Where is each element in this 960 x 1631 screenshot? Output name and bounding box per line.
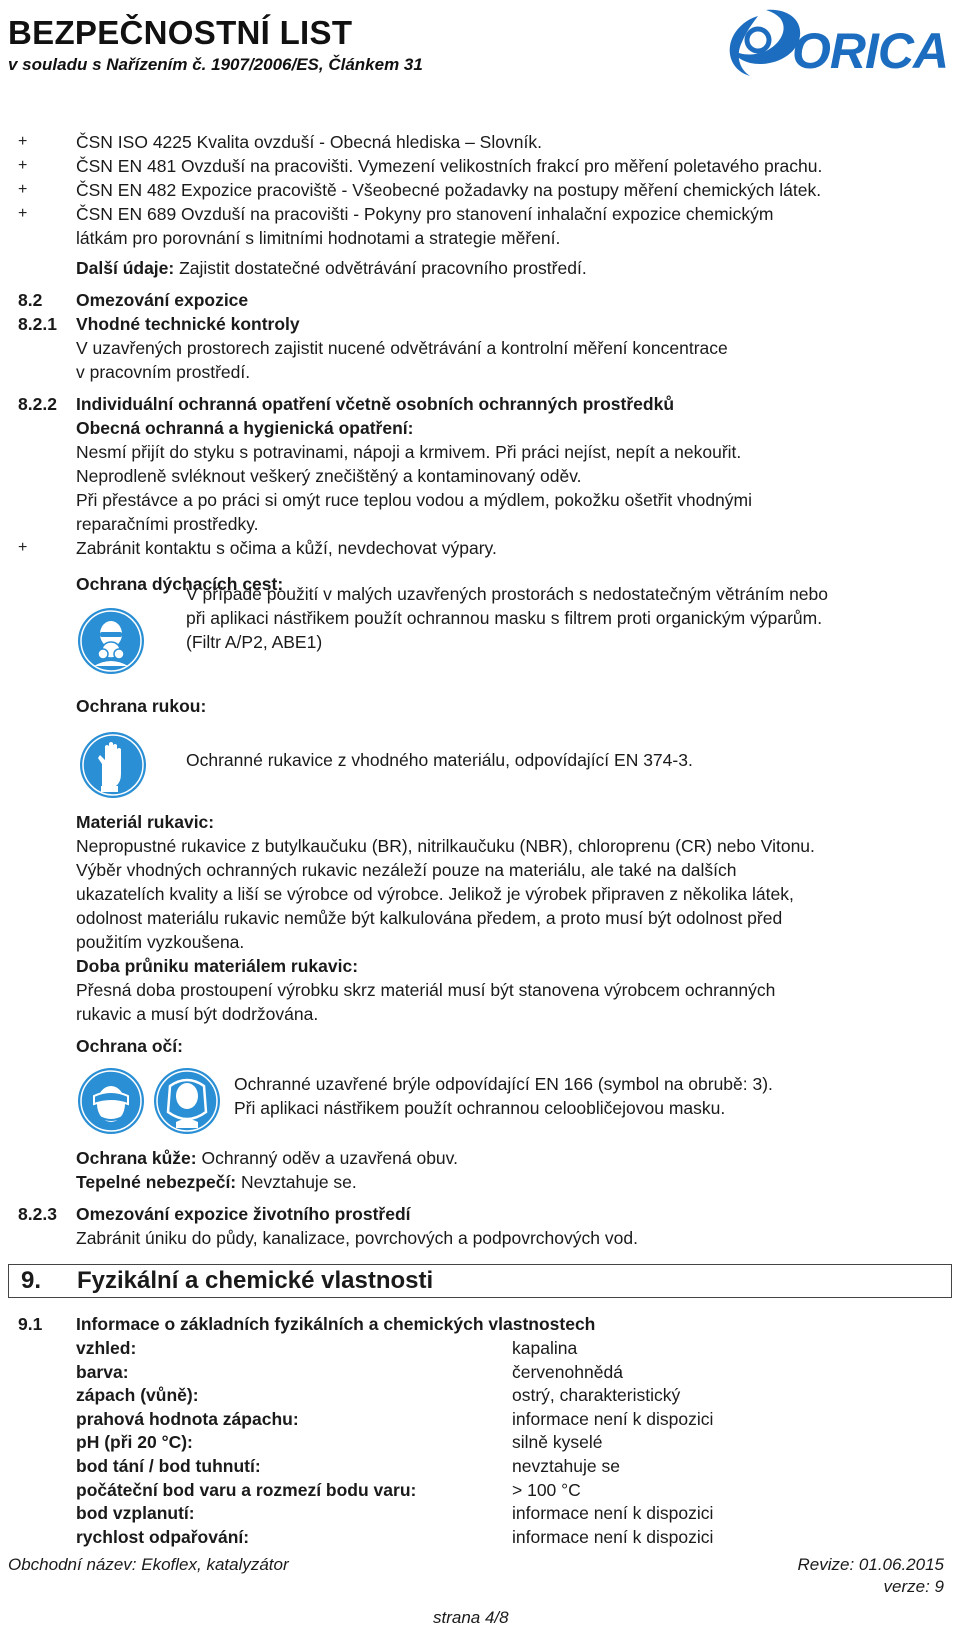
property-value: ostrý, charakteristický <box>512 1385 681 1406</box>
paragraph-line: Zabránit úniku do půdy, kanalizace, povrchových a podpovrchových vod. <box>76 1228 638 1248</box>
dalsi-udaje-label: Další údaje: <box>76 258 175 278</box>
paragraph-line: odolnost materiálu rukavic nemůže být kalkulována předem, a proto musí být odolnost před <box>76 908 783 928</box>
section-9-number: 9. <box>21 1267 42 1294</box>
logo-wordmark: ORICA <box>792 23 949 79</box>
property-label: vzhled: <box>76 1338 137 1358</box>
footer-trade-name: Obchodní název: Ekoflex, katalyzátor <box>8 1555 289 1574</box>
heat-hazard-label: Tepelné nebezpečí: <box>76 1172 237 1192</box>
section-number: 8.2 <box>18 290 43 310</box>
orica-logo <box>718 6 958 88</box>
subheading: Doba průniku materiálem rukavic: <box>76 956 359 976</box>
property-value: informace není k dispozici <box>512 1408 714 1429</box>
bullet-marker: + <box>18 133 28 150</box>
bullet-marker: + <box>18 205 28 222</box>
paragraph-line: Nesmí přijít do styku s potravinami, nápoji a krmivem. Při práci nejíst, nepít a nekouřit. <box>76 442 742 462</box>
paragraph-line: Ochranné uzavřené brýle odpovídající EN 166 (symbol na obrubě: 3). <box>234 1074 773 1094</box>
section-title: Informace o základních fyzikálních a chemických vlastnostech <box>76 1314 596 1334</box>
section-number: 9.1 <box>18 1314 43 1334</box>
document-subtitle: v souladu s Nařízením č. 1907/2006/ES, Článkem 31 <box>8 55 423 74</box>
dalsi-udaje-text: Zajistit dostatečné odvětrávání pracovního prostředí. <box>174 258 587 278</box>
document-title: BEZPEČNOSTNÍ LIST <box>8 14 353 51</box>
property-label: zápach (vůně): <box>76 1385 199 1406</box>
section-title: Individuální ochranná opatření včetně osobních ochranných prostředků <box>76 394 675 414</box>
heat-hazard-text: Nevztahuje se. <box>236 1172 357 1192</box>
footer-version: verze: 9 <box>883 1577 944 1596</box>
property-value: nevztahuje se <box>512 1456 620 1476</box>
property-label: pH (při 20 °C): <box>76 1432 193 1453</box>
property-label: bod vzplanutí: <box>76 1503 195 1524</box>
property-label: bod tání / bod tuhnutí: <box>76 1456 261 1476</box>
section-9-header <box>8 1264 952 1298</box>
property-value: červenohnědá <box>512 1361 623 1382</box>
face-shield-icon <box>152 1066 222 1136</box>
property-value: kapalina <box>512 1338 578 1358</box>
paragraph-line: Výběr vhodných ochranných rukavic nezáleží pouze na materiálu, ale také na dalších <box>76 860 737 880</box>
subheading: Materiál rukavic: <box>76 812 215 832</box>
property-value: informace není k dispozici <box>512 1503 714 1524</box>
property-label: počáteční bod varu a rozmezí bodu varu: <box>76 1479 417 1500</box>
property-label: rychlost odpařování: <box>76 1526 250 1547</box>
subheading: Ochrana dýchacích cest: <box>76 574 284 594</box>
section-number: 8.2.3 <box>18 1204 57 1224</box>
section-title: Vhodné technické kontroly <box>76 314 300 334</box>
paragraph-line: použitím vyzkoušena. <box>76 932 245 952</box>
paragraph-line: v pracovním prostředí. <box>76 362 251 382</box>
section-number: 8.2.1 <box>18 314 57 334</box>
paragraph-line: reparačními prostředky. <box>76 514 259 534</box>
paragraph-line: Ochranné rukavice z vhodného materiálu, odpovídající EN 374-3. <box>186 750 693 770</box>
subheading: Ochrana rukou: <box>76 696 207 716</box>
property-label: barva: <box>76 1361 129 1382</box>
paragraph-line: (Filtr A/P2, ABE1) <box>186 632 323 652</box>
paragraph-line: rukavic a musí být dodržována. <box>76 1004 319 1024</box>
bullet-marker: + <box>18 157 28 174</box>
bullet-item: ČSN ISO 4225 Kvalita ovzduší - Obecná hlediska – Slovník. <box>76 132 542 152</box>
bullet-item: ČSN EN 689 Ovzduší na pracovišti - Pokyny pro stanovení inhalační expozice chemickým <box>76 204 774 224</box>
property-value: silně kyselé <box>512 1432 603 1453</box>
bullet-item: ČSN EN 481 Ovzduší na pracovišti. Vymezení velikostních frakcí pro měření poletavého prachu. <box>76 156 823 176</box>
paragraph-line: V uzavřených prostorech zajistit nucené odvětrávání a kontrolní měření koncentrace <box>76 338 728 358</box>
paragraph-line: Při aplikaci nástřikem použít ochrannou celoobličejovou masku. <box>234 1098 726 1118</box>
paragraph-line: Nepropustné rukavice z butylkaučuku (BR), nitrilkaučuku (NBR), chloroprenu (CR) nebo Vitonu. <box>76 836 815 856</box>
section-number: 8.2.2 <box>18 394 57 414</box>
goggles-icon <box>76 1066 146 1136</box>
paragraph-line: Při přestávce a po práci si omýt ruce teplou vodou a mýdlem, pokožku ošetřit vhodnými <box>76 490 753 510</box>
bullet-item-continuation: látkám pro porovnání s limitními hodnotami a strategie měření. <box>76 228 561 248</box>
gloves-icon <box>78 730 148 800</box>
bullet-marker: + <box>18 181 28 198</box>
property-value: > 100 °C <box>512 1479 581 1500</box>
footer-revision: Revize: 01.06.2015 <box>797 1555 944 1574</box>
paragraph-line: Přesná doba prostoupení výrobku skrz materiál musí být stanovena výrobcem ochranných <box>76 980 776 1000</box>
skin-protection-text: Ochranný oděv a uzavřená obuv. <box>196 1148 458 1168</box>
bullet-item: Zabránit kontaktu s očima a kůží, nevdechovat výpary. <box>76 538 497 558</box>
paragraph-line: ukazatelích kvality a liší se výrobce od výrobce. Jelikož je výrobek připraven z několika látek, <box>76 884 794 904</box>
section-title: Omezování expozice <box>76 290 249 310</box>
property-label: prahová hodnota zápachu: <box>76 1408 299 1429</box>
property-value: informace není k dispozici <box>512 1526 714 1547</box>
skin-protection <box>76 1146 458 1170</box>
paragraph-line: Neprodleně svléknout veškerý znečištěný a kontaminovaný oděv. <box>76 466 582 486</box>
section-title: Omezování expozice životního prostředí <box>76 1204 411 1224</box>
dalsi-udaje <box>76 256 587 280</box>
section-9-title: Fyzikální a chemické vlastnosti <box>77 1267 434 1294</box>
bullet-item: ČSN EN 482 Expozice pracoviště - Všeobecné požadavky na postupy měření chemických látek. <box>76 180 822 200</box>
heat-hazard <box>76 1170 357 1194</box>
paragraph-line: při aplikaci nástřikem použít ochrannou masku s filtrem proti organickým výparům. <box>186 608 823 628</box>
skin-protection-label: Ochrana kůže: <box>76 1148 197 1168</box>
paragraph-line: V případě použití v malých uzavřených prostorách s nedostatečným větráním nebo <box>186 584 828 604</box>
footer-page-number: strana 4/8 <box>433 1608 509 1627</box>
respirator-icon <box>76 606 146 676</box>
subheading: Obecná ochranná a hygienická opatření: <box>76 418 414 438</box>
bullet-marker: + <box>18 539 28 556</box>
subheading: Ochrana očí: <box>76 1036 183 1056</box>
